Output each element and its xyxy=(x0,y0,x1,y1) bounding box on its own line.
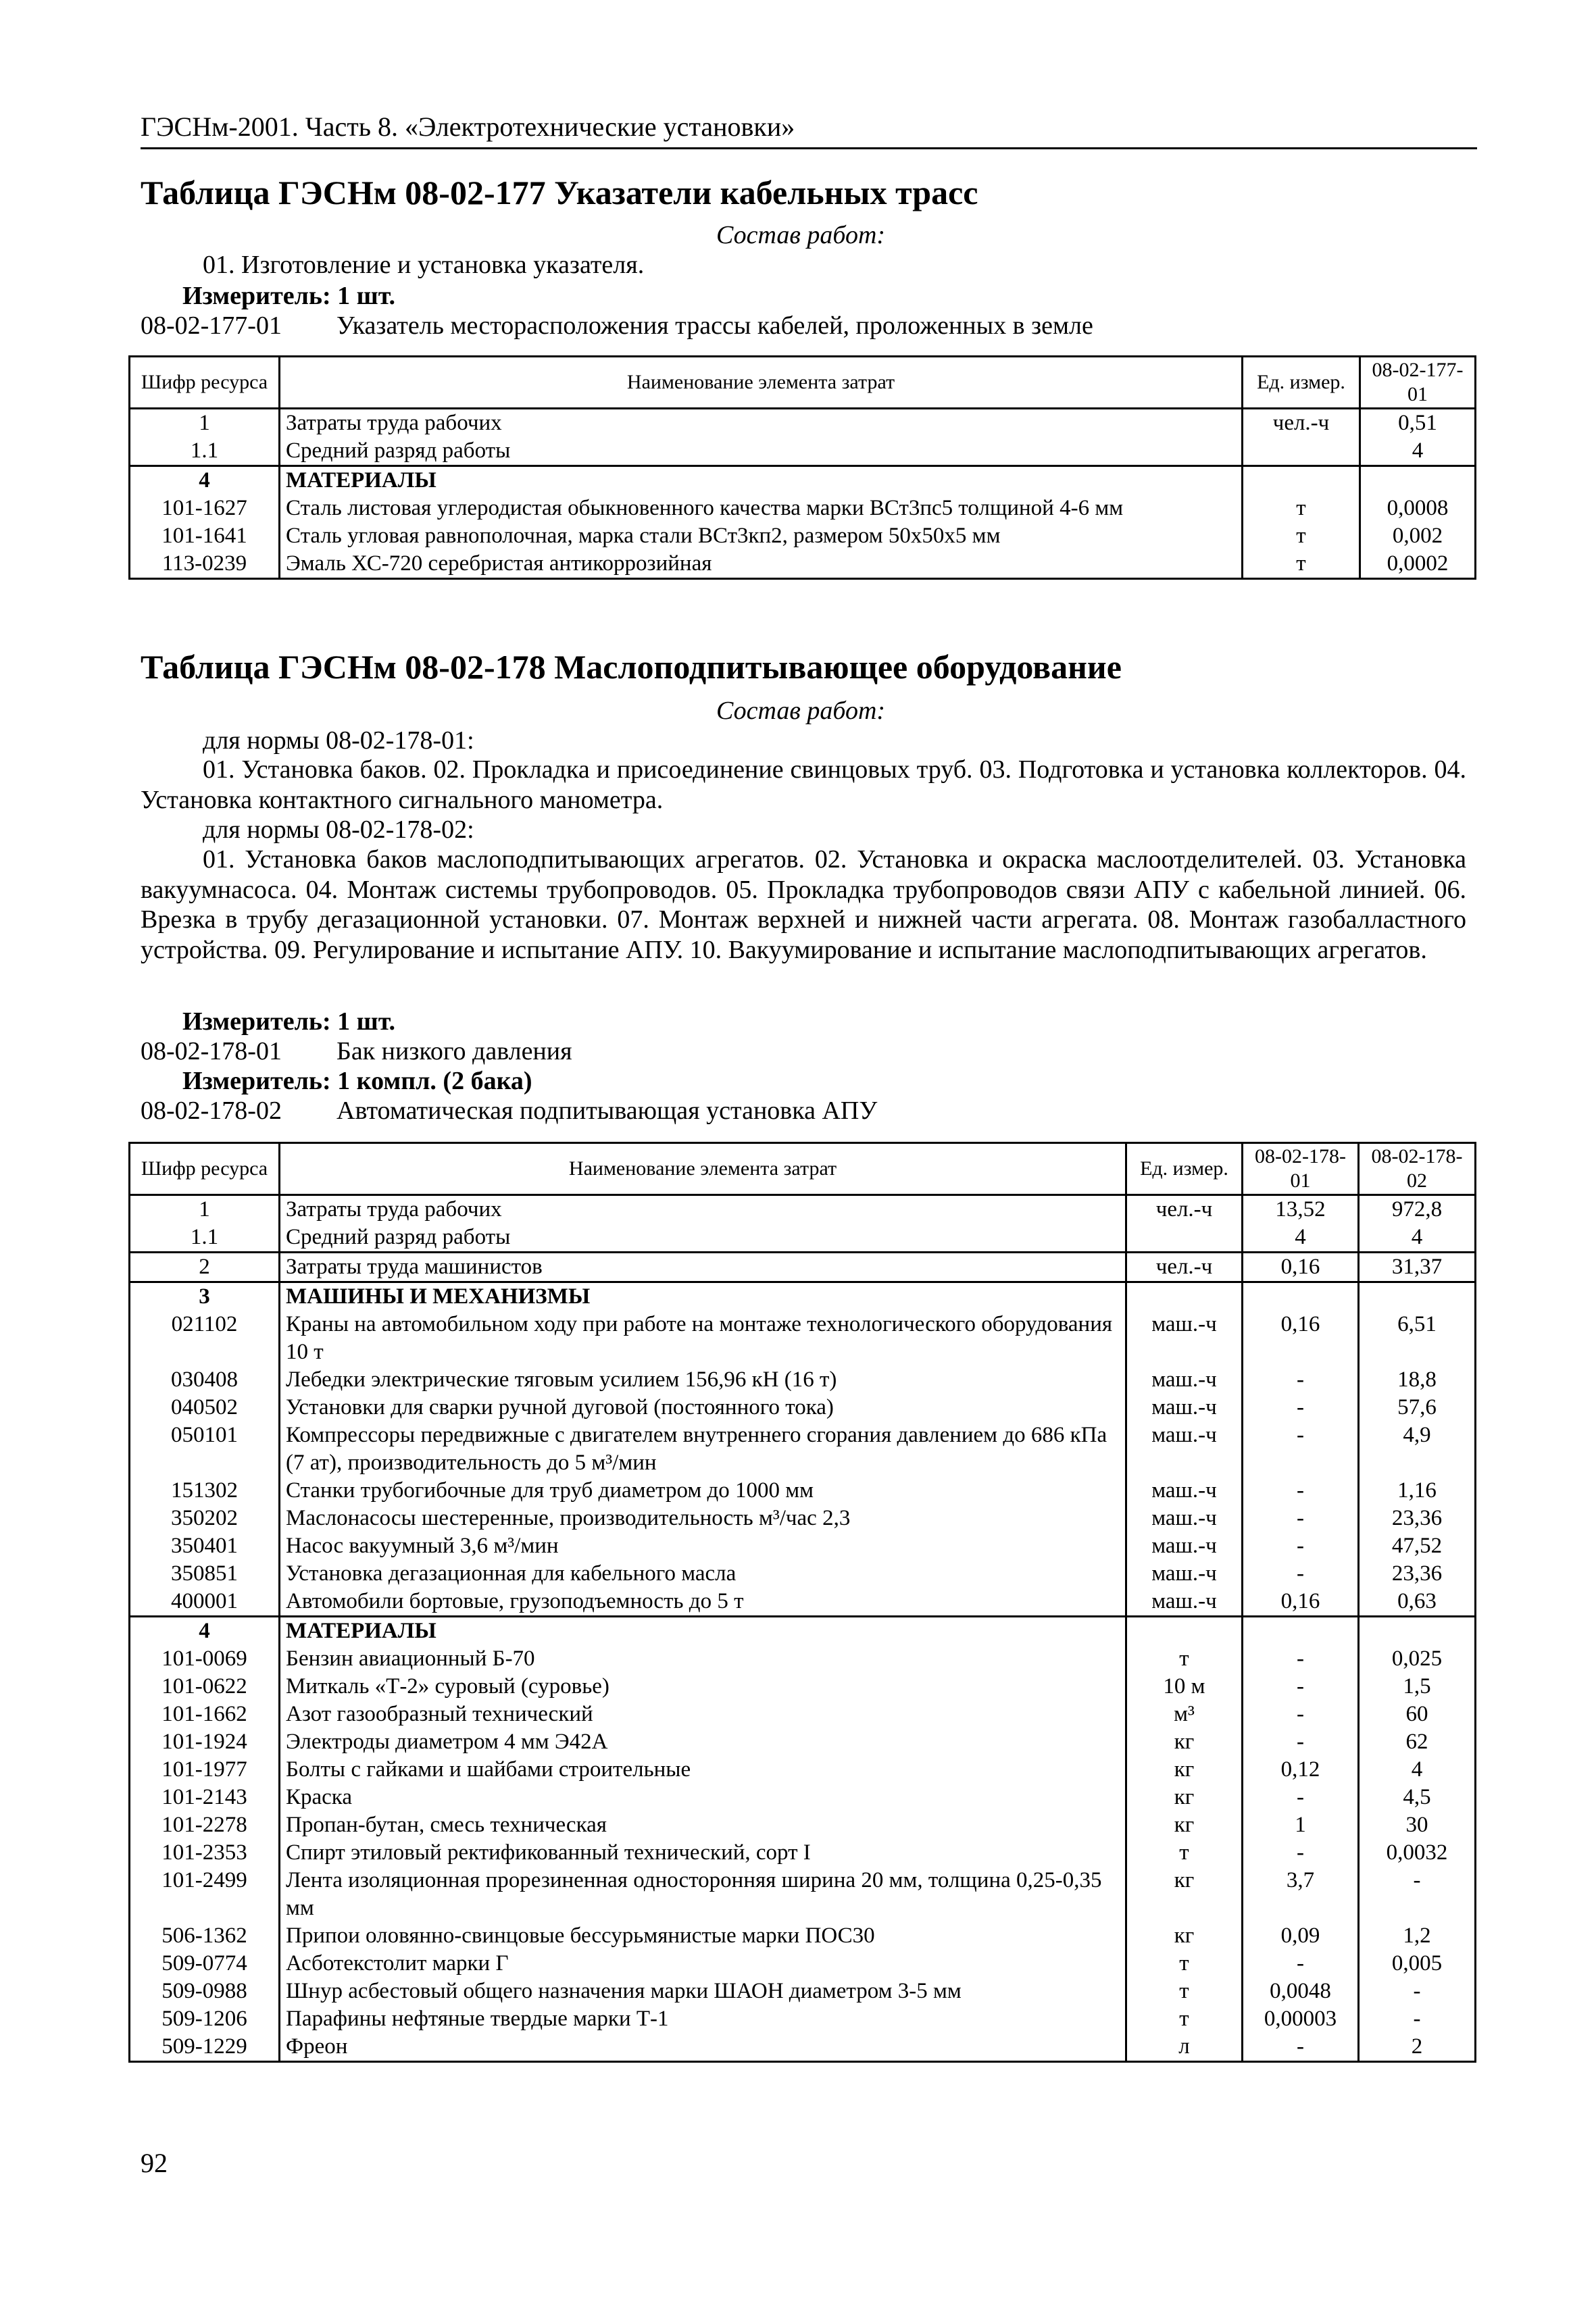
norm-value-1: - xyxy=(1243,1477,1359,1505)
unit-cell: чел.-ч xyxy=(1243,409,1360,438)
unit-cell: маш.-ч xyxy=(1126,1394,1243,1422)
norm-value-1: 3,7 xyxy=(1243,1867,1359,1922)
norm-value-2: 4,5 xyxy=(1359,1784,1476,1811)
norm-value-2 xyxy=(1359,1282,1476,1311)
table-row xyxy=(130,1784,1476,1811)
resource-code: 021102 xyxy=(130,1311,280,1366)
unit-cell xyxy=(1243,466,1360,495)
resource-code: 350401 xyxy=(130,1532,280,1560)
resource-name: Автомобили бортовые, грузоподъемность до 5 т xyxy=(280,1588,1126,1617)
unit-cell xyxy=(1243,437,1360,466)
table2-work2: 01. Установка баков маслоподпитывающих агрегатов. 02. Установка и окраска маслоотделителей. 03. Установка вакуумнасоса. 04. Монтаж системы трубопроводов. 05. Прокладка трубопроводов связи АПУ с кабельной линией. 06. Врезка в трубу дегазационной установки. 07. Монтаж верхней и нижней части агрегата. 08. Монтаж газобалластного устройства. 09. Регулирование и испытание АПУ. 10. Вакуумирование и испытание маслоподпитывающих агрегатов. xyxy=(141,845,1466,964)
resource-name: Сталь угловая равнополочная, марка стали ВСт3кп2, размером 50х50х5 мм xyxy=(280,522,1243,550)
norm-value-2: 30 xyxy=(1359,1811,1476,1839)
norm-value-2: 0,025 xyxy=(1359,1645,1476,1673)
table-row xyxy=(130,1311,1476,1366)
resource-name: МАШИНЫ И МЕХАНИЗМЫ xyxy=(280,1282,1126,1311)
table-row xyxy=(130,1195,1476,1224)
resource-name: Пропан-бутан, смесь техническая xyxy=(280,1811,1126,1839)
table-row xyxy=(130,409,1476,438)
resource-code: 1 xyxy=(130,1195,280,1224)
resource-name: МАТЕРИАЛЫ xyxy=(280,466,1243,495)
unit-cell: кг xyxy=(1126,1756,1243,1784)
norm-value-2: 0,005 xyxy=(1359,1950,1476,1978)
table2-norm2-line xyxy=(141,1096,877,1126)
resource-code: 101-2499 xyxy=(130,1867,280,1922)
running-header: ГЭСНм-2001. Часть 8. «Электротехнические установки» xyxy=(141,114,1477,149)
table-row xyxy=(130,1839,1476,1867)
norm-value-1: 0,09 xyxy=(1243,1922,1359,1950)
resource-code: 4 xyxy=(130,466,280,495)
table-row xyxy=(130,1978,1476,2005)
norm-value-1: - xyxy=(1243,1950,1359,1978)
norm-value-1: 1 xyxy=(1243,1811,1359,1839)
norm-value-1: - xyxy=(1243,1560,1359,1588)
resource-code: 101-2353 xyxy=(130,1839,280,1867)
norm-value-2: 31,37 xyxy=(1359,1253,1476,1282)
table-row xyxy=(130,1477,1476,1505)
resource-code: 1 xyxy=(130,409,280,438)
table-row xyxy=(130,1588,1476,1617)
norm-value-2: 60 xyxy=(1359,1701,1476,1728)
table2-work1: 01. Установка баков. 02. Прокладка и присоединение свинцовых труб. 03. Подготовка и установка коллекторов. 04. Установка контактного сигнального манометра. xyxy=(141,755,1466,814)
norm-value-2: 0,63 xyxy=(1359,1588,1476,1617)
resource-code: 101-1924 xyxy=(130,1728,280,1756)
table-row xyxy=(130,1253,1476,1282)
norm-value-1: - xyxy=(1243,1701,1359,1728)
unit-cell: л xyxy=(1126,2033,1243,2062)
norm-value-1: - xyxy=(1243,2033,1359,2062)
norm-value-2: 57,6 xyxy=(1359,1394,1476,1422)
norm-value-1: 0,51 xyxy=(1360,409,1476,438)
resource-name: Краска xyxy=(280,1784,1126,1811)
resource-code: 101-0069 xyxy=(130,1645,280,1673)
table1-work: 01. Изготовление и установка указателя. xyxy=(203,251,645,279)
norm-value-1: 0,0048 xyxy=(1243,1978,1359,2005)
norm-value-2 xyxy=(1359,1617,1476,1646)
resource-name: Компрессоры передвижные с двигателем внутреннего сгорания давлением до 686 кПа (7 ат), производительность до 5 м³/мин xyxy=(280,1422,1126,1477)
table-row xyxy=(130,1645,1476,1673)
unit-cell: маш.-ч xyxy=(1126,1588,1243,1617)
table-row xyxy=(130,1422,1476,1477)
table-row xyxy=(130,1560,1476,1588)
norm-value-1: - xyxy=(1243,1505,1359,1532)
norm-value-2: 972,8 xyxy=(1359,1195,1476,1224)
unit-cell: т xyxy=(1126,2005,1243,2033)
table-row xyxy=(130,437,1476,466)
norm-value-1: 4 xyxy=(1243,1224,1359,1253)
unit-cell: маш.-ч xyxy=(1126,1560,1243,1588)
section-row xyxy=(130,466,1476,495)
table-row xyxy=(130,1867,1476,1922)
resource-code: 1.1 xyxy=(130,437,280,466)
table2-for1: для нормы 08-02-178-01: xyxy=(203,726,474,755)
col-header-name: Наименование элемента затрат xyxy=(280,1143,1126,1195)
unit-cell: т xyxy=(1243,550,1360,579)
resource-code: 101-1641 xyxy=(130,522,280,550)
table2-name1: Бак низкого давления xyxy=(336,1037,572,1065)
unit-cell: маш.-ч xyxy=(1126,1422,1243,1477)
table2-measure2: Измеритель: 1 компл. (2 бака) xyxy=(182,1067,532,1095)
col-header-unit: Ед. измер. xyxy=(1243,357,1360,409)
unit-cell: м³ xyxy=(1126,1701,1243,1728)
table2-name2: Автоматическая подпитывающая установка АПУ xyxy=(336,1097,878,1125)
resource-code: 101-1662 xyxy=(130,1701,280,1728)
norm-value-2: 23,36 xyxy=(1359,1560,1476,1588)
resource-code: 509-1206 xyxy=(130,2005,280,2033)
norm-value-2: 1,16 xyxy=(1359,1477,1476,1505)
resource-name: Средний разряд работы xyxy=(280,1224,1126,1253)
norm-value-1: - xyxy=(1243,1645,1359,1673)
resource-name: Припои оловянно-свинцовые бессурьмянистые марки ПОС30 xyxy=(280,1922,1126,1950)
table-row xyxy=(130,1394,1476,1422)
col-header-code: Шифр ресурса xyxy=(130,357,280,409)
unit-cell: чел.-ч xyxy=(1126,1253,1243,1282)
unit-cell: т xyxy=(1243,522,1360,550)
resource-code: 2 xyxy=(130,1253,280,1282)
resource-name: Сталь листовая углеродистая обыкновенного качества марки ВСт3пс5 толщиной 4-6 мм xyxy=(280,495,1243,522)
resource-code: 030408 xyxy=(130,1366,280,1394)
unit-cell xyxy=(1126,1224,1243,1253)
table1-norm-name: Указатель месторасположения трассы кабелей, проложенных в земле xyxy=(336,311,1093,340)
col-header-norm-1: 08-02-178-01 xyxy=(1243,1143,1359,1195)
table1-sostav: Состав работ: xyxy=(716,221,886,249)
table-row xyxy=(130,1366,1476,1394)
table-row xyxy=(130,2005,1476,2033)
resource-name: Лебедки электрические тяговым усилием 156,96 кН (16 т) xyxy=(280,1366,1126,1394)
norm-value-1 xyxy=(1360,466,1476,495)
norm-value-2: 2 xyxy=(1359,2033,1476,2062)
unit-cell: маш.-ч xyxy=(1126,1311,1243,1366)
page-number: 92 xyxy=(141,2148,168,2178)
resource-code: 3 xyxy=(130,1282,280,1311)
norm-value-2: 4 xyxy=(1359,1756,1476,1784)
unit-cell: маш.-ч xyxy=(1126,1366,1243,1394)
table-row xyxy=(130,1811,1476,1839)
norm-value-1: - xyxy=(1243,1422,1359,1477)
unit-cell: кг xyxy=(1126,1811,1243,1839)
resource-name: Затраты труда машинистов xyxy=(280,1253,1126,1282)
norm-value-2: - xyxy=(1359,2005,1476,2033)
resource-name: Спирт этиловый ректификованный технический, сорт I xyxy=(280,1839,1126,1867)
resource-code: 101-2278 xyxy=(130,1811,280,1839)
unit-cell: кг xyxy=(1126,1922,1243,1950)
resource-code: 101-1627 xyxy=(130,495,280,522)
table-row xyxy=(130,522,1476,550)
norm-value-1: - xyxy=(1243,1366,1359,1394)
table-row xyxy=(130,550,1476,579)
norm-value-1: 13,52 xyxy=(1243,1195,1359,1224)
section-row xyxy=(130,1617,1476,1646)
resource-name: Затраты труда рабочих xyxy=(280,1195,1126,1224)
norm-value-2: 18,8 xyxy=(1359,1366,1476,1394)
norm-value-1: 0,002 xyxy=(1360,522,1476,550)
unit-cell: чел.-ч xyxy=(1126,1195,1243,1224)
resource-code: 506-1362 xyxy=(130,1922,280,1950)
resource-name: Асботекстолит марки Г xyxy=(280,1950,1126,1978)
unit-cell: т xyxy=(1126,1950,1243,1978)
resource-name: Станки трубогибочные для труб диаметром до 1000 мм xyxy=(280,1477,1126,1505)
norm-value-1: 4 xyxy=(1360,437,1476,466)
table-row xyxy=(130,1922,1476,1950)
resource-code: 101-0622 xyxy=(130,1673,280,1701)
unit-cell: т xyxy=(1126,1978,1243,2005)
norm-value-1: 0,0002 xyxy=(1360,550,1476,579)
norm-value-1: - xyxy=(1243,1728,1359,1756)
resource-code: 350202 xyxy=(130,1505,280,1532)
resource-name: Краны на автомобильном ходу при работе на монтаже технологического оборудования 10 т xyxy=(280,1311,1126,1366)
norm-value-1: - xyxy=(1243,1394,1359,1422)
unit-cell: т xyxy=(1126,1839,1243,1867)
norm-value-2: 47,52 xyxy=(1359,1532,1476,1560)
norm-value-1: 0,16 xyxy=(1243,1311,1359,1366)
table-row xyxy=(130,1532,1476,1560)
table1-title: Таблица ГЭСНм 08-02-177 Указатели кабельных трасс xyxy=(141,174,978,211)
norm-value-2: 4 xyxy=(1359,1224,1476,1253)
col-header-unit: Ед. измер. xyxy=(1126,1143,1243,1195)
unit-cell: маш.-ч xyxy=(1126,1477,1243,1505)
norm-value-2: 4,9 xyxy=(1359,1422,1476,1477)
resource-code: 101-2143 xyxy=(130,1784,280,1811)
table-row xyxy=(130,1756,1476,1784)
resource-name: Лента изоляционная прорезиненная односторонняя ширина 20 мм, толщина 0,25-0,35 мм xyxy=(280,1867,1126,1922)
table2-measure1: Измеритель: 1 шт. xyxy=(182,1007,396,1036)
table-row xyxy=(130,1701,1476,1728)
table-row xyxy=(130,1505,1476,1532)
unit-cell: маш.-ч xyxy=(1126,1532,1243,1560)
resource-name: Фреон xyxy=(280,2033,1126,2062)
resource-code: 4 xyxy=(130,1617,280,1646)
resource-code: 1.1 xyxy=(130,1224,280,1253)
norm-value-2: 0,0032 xyxy=(1359,1839,1476,1867)
resource-code: 050101 xyxy=(130,1422,280,1477)
norm-value-1: 0,16 xyxy=(1243,1253,1359,1282)
table2-code1: 08-02-178-01 xyxy=(141,1037,282,1065)
resource-name: Бензин авиационный Б-70 xyxy=(280,1645,1126,1673)
norm-value-1: 0,0008 xyxy=(1360,495,1476,522)
unit-cell xyxy=(1126,1282,1243,1311)
resource-name: Маслонасосы шестеренные, производительность м³/час 2,3 xyxy=(280,1505,1126,1532)
table-row xyxy=(130,495,1476,522)
resource-name: Установки для сварки ручной дуговой (постоянного тока) xyxy=(280,1394,1126,1422)
resource-name: Затраты труда рабочих xyxy=(280,409,1243,438)
norm-value-1: 0,12 xyxy=(1243,1756,1359,1784)
table2-for2: для нормы 08-02-178-02: xyxy=(203,815,474,844)
unit-cell: кг xyxy=(1126,1867,1243,1922)
resource-name: Средний разряд работы xyxy=(280,437,1243,466)
table2-title: Таблица ГЭСНм 08-02-178 Маслоподпитывающее оборудование xyxy=(141,648,1122,686)
table-row xyxy=(130,2033,1476,2062)
norm-value-2: 23,36 xyxy=(1359,1505,1476,1532)
resource-code: 509-0988 xyxy=(130,1978,280,2005)
norm-value-2: 1,5 xyxy=(1359,1673,1476,1701)
resource-name: Болты с гайками и шайбами строительные xyxy=(280,1756,1126,1784)
norm-value-1 xyxy=(1243,1282,1359,1311)
norm-value-2: - xyxy=(1359,1978,1476,2005)
norm-value-2: 6,51 xyxy=(1359,1311,1476,1366)
resource-code: 151302 xyxy=(130,1477,280,1505)
resource-code: 350851 xyxy=(130,1560,280,1588)
norm-value-1: - xyxy=(1243,1784,1359,1811)
resource-code: 101-1977 xyxy=(130,1756,280,1784)
table1-resources xyxy=(128,355,1476,580)
norm-value-1: - xyxy=(1243,1532,1359,1560)
resource-name: Миткаль «Т-2» суровый (суровье) xyxy=(280,1673,1126,1701)
resource-code: 509-0774 xyxy=(130,1950,280,1978)
resource-name: Шнур асбестовый общего назначения марки ШАОН диаметром 3-5 мм xyxy=(280,1978,1126,2005)
norm-value-1: - xyxy=(1243,1673,1359,1701)
norm-value-2: 62 xyxy=(1359,1728,1476,1756)
resource-code: 509-1229 xyxy=(130,2033,280,2062)
col-header-name: Наименование элемента затрат xyxy=(280,357,1243,409)
table-row xyxy=(130,1224,1476,1253)
resource-name: Электроды диаметром 4 мм Э42А xyxy=(280,1728,1126,1756)
unit-cell: кг xyxy=(1126,1728,1243,1756)
table2-resources xyxy=(128,1142,1476,2063)
resource-code: 400001 xyxy=(130,1588,280,1617)
resource-code: 040502 xyxy=(130,1394,280,1422)
resource-name: Установка дегазационная для кабельного масла xyxy=(280,1560,1126,1588)
table-row xyxy=(130,1673,1476,1701)
unit-cell: т xyxy=(1243,495,1360,522)
norm-value-1: 0,00003 xyxy=(1243,2005,1359,2033)
unit-cell: 10 м xyxy=(1126,1673,1243,1701)
norm-value-2: 1,2 xyxy=(1359,1922,1476,1950)
norm-value-2: - xyxy=(1359,1867,1476,1922)
resource-code: 113-0239 xyxy=(130,550,280,579)
resource-name: Насос вакуумный 3,6 м³/мин xyxy=(280,1532,1126,1560)
table-row xyxy=(130,1728,1476,1756)
unit-cell: маш.-ч xyxy=(1126,1505,1243,1532)
table2-code2: 08-02-178-02 xyxy=(141,1097,282,1125)
resource-name: Парафины нефтяные твердые марки Т-1 xyxy=(280,2005,1126,2033)
table1-measure: Измеритель: 1 шт. xyxy=(182,282,396,310)
section-row xyxy=(130,1282,1476,1311)
resource-name: МАТЕРИАЛЫ xyxy=(280,1617,1126,1646)
unit-cell: кг xyxy=(1126,1784,1243,1811)
table-row xyxy=(130,1950,1476,1978)
resource-name: Эмаль ХС-720 серебристая антикоррозийная xyxy=(280,550,1243,579)
norm-value-1 xyxy=(1243,1617,1359,1646)
unit-cell xyxy=(1126,1617,1243,1646)
col-header-norm-1: 08-02-177-01 xyxy=(1360,357,1476,409)
resource-name: Азот газообразный технический xyxy=(280,1701,1126,1728)
table1-norm-line xyxy=(141,311,1093,341)
col-header-norm-2: 08-02-178-02 xyxy=(1359,1143,1476,1195)
table2-sostav: Состав работ: xyxy=(716,697,886,725)
norm-value-1: - xyxy=(1243,1839,1359,1867)
table2-norm1-line xyxy=(141,1036,572,1066)
norm-value-1: 0,16 xyxy=(1243,1588,1359,1617)
table1-norm-code: 08-02-177-01 xyxy=(141,311,282,340)
unit-cell: т xyxy=(1126,1645,1243,1673)
col-header-code: Шифр ресурса xyxy=(130,1143,280,1195)
